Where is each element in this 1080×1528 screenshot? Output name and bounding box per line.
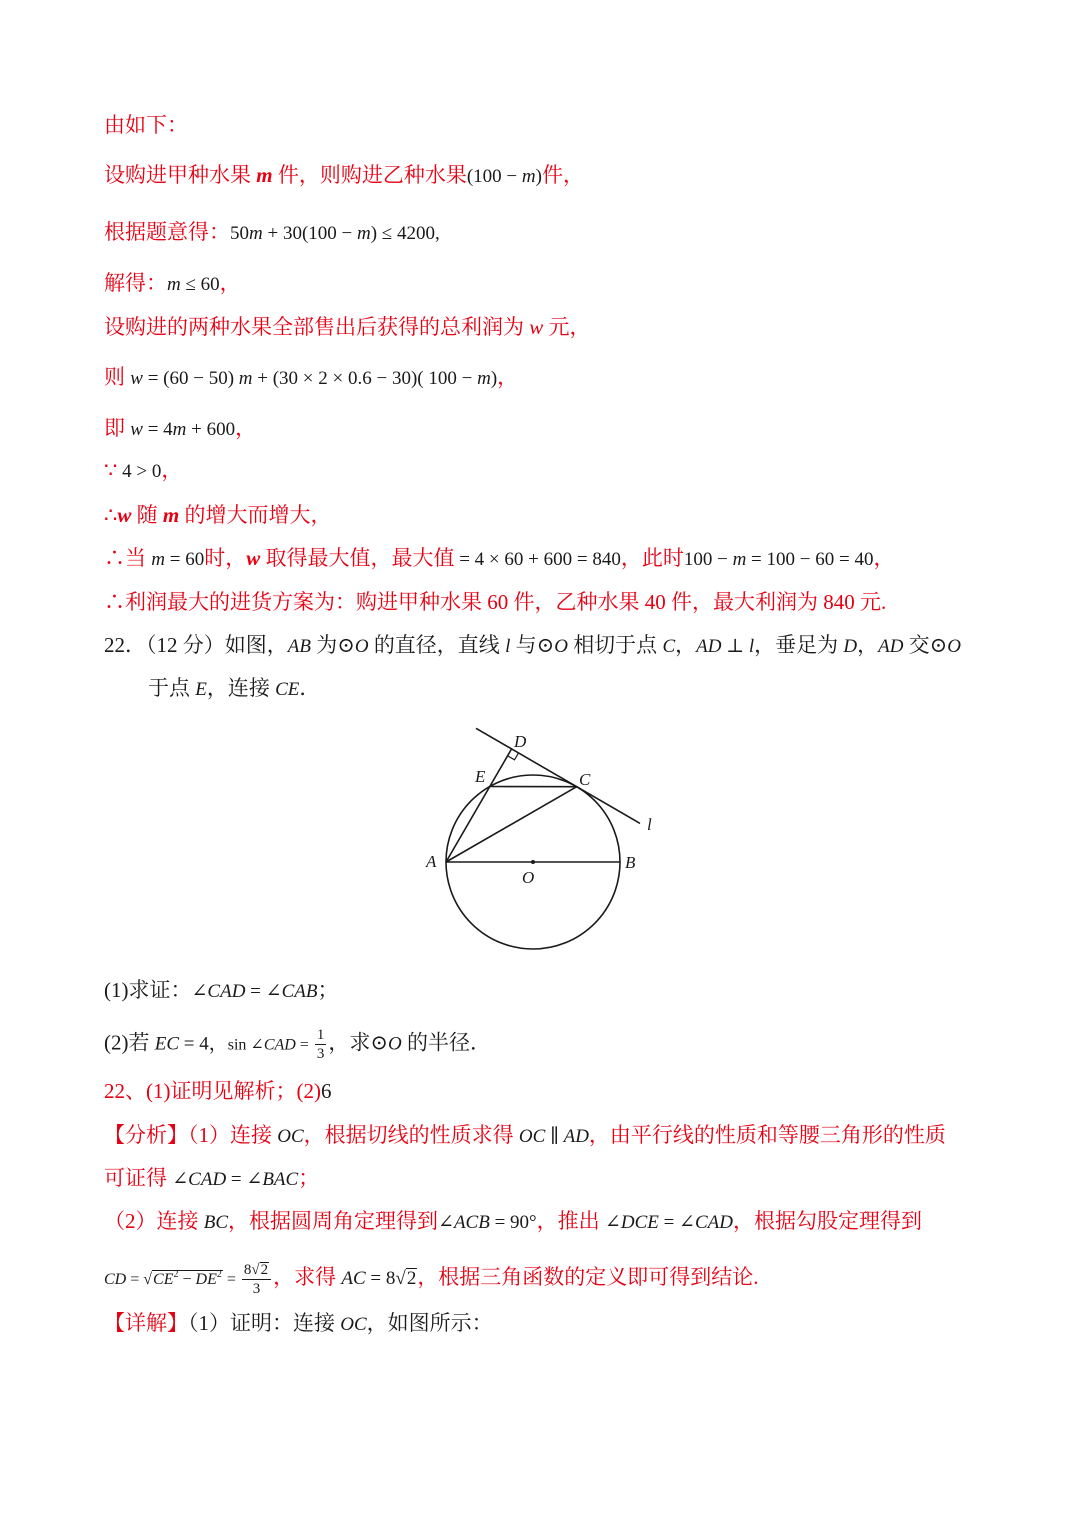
analysis-line-1 xyxy=(104,1120,946,1150)
fraction-denominator: 3 xyxy=(252,1280,261,1297)
math-expr: (100 − xyxy=(466,166,522,187)
math-expr: 8√ xyxy=(243,1261,260,1278)
angle-symbol: ∠ xyxy=(604,1212,621,1233)
math-var: CAB xyxy=(281,981,318,1002)
math-expr: = xyxy=(126,1271,144,1288)
solution-line-8 xyxy=(104,455,182,485)
geometry-figure xyxy=(410,715,670,960)
solution-text: 的增大而增大， xyxy=(179,503,332,527)
math-var: OC xyxy=(518,1126,546,1147)
math-expr: sin ∠ xyxy=(227,1036,264,1054)
math-expr: ⊥ xyxy=(721,636,749,657)
math-var: BC xyxy=(203,1212,229,1233)
math-var: CAD xyxy=(694,1212,733,1233)
angle-symbol: ∠ xyxy=(438,1212,454,1233)
solution-text: ，此时 xyxy=(620,546,684,570)
math-var: m xyxy=(151,549,165,570)
problem-text: 为⊙ xyxy=(310,633,355,657)
math-var: O xyxy=(554,636,568,657)
problem-text: ． xyxy=(299,676,321,700)
detail-text: （1）证明：连接 xyxy=(188,1311,341,1335)
solution-text: 根据题意得： xyxy=(104,220,230,244)
math-var: O xyxy=(387,1033,402,1055)
solution-text: 件，则购进乙种水果 xyxy=(272,163,467,187)
parallel-symbol: ∥ xyxy=(545,1126,564,1147)
math-var: BAC xyxy=(262,1169,299,1190)
math-expr: 50 xyxy=(230,223,249,244)
solution-text: 解得： xyxy=(104,271,167,295)
punctuation: ， xyxy=(161,458,183,482)
label-b: B xyxy=(625,853,636,872)
punctuation: , xyxy=(435,223,440,244)
fraction-one-third xyxy=(315,1027,327,1062)
math-var: l xyxy=(748,636,755,657)
math-expr: = 100 − 60 = 40 xyxy=(746,549,874,570)
label-o: O xyxy=(522,868,535,887)
solution-text: 时， xyxy=(204,546,247,570)
solution-line-4 xyxy=(104,268,241,298)
analysis-text: ，根据切线的性质求得 xyxy=(303,1123,519,1147)
solution-line-5 xyxy=(104,312,591,342)
detail-heading: 【详解】 xyxy=(104,1311,188,1335)
sqrt-radicand: 2 xyxy=(260,1261,269,1278)
answer-text: 22、(1)证明见解析；(2) xyxy=(104,1079,321,1103)
solution-conclusion: ∴利润最大的进货方案为：购进甲种水果 60 件，乙种水果 40 件，最大利润为 840 元. xyxy=(104,590,887,614)
math-expr: = 4 × 60 + 600 = 840 xyxy=(454,549,621,570)
solution-text: 取得最大值，最大值 xyxy=(260,546,455,570)
math-var: CD xyxy=(104,1271,127,1288)
math-expr: = 60 xyxy=(164,549,205,570)
sqrt-sign: √ xyxy=(143,1271,153,1288)
math-expr: = 8√ xyxy=(365,1268,406,1289)
solution-line-3 xyxy=(104,217,440,247)
analysis-text: ，由平行线的性质和等腰三角形的性质 xyxy=(588,1123,946,1147)
fraction-numerator: 1 xyxy=(316,1027,325,1043)
solution-text: 随 xyxy=(131,503,163,527)
answer-line xyxy=(104,1076,331,1106)
analysis-line-2 xyxy=(104,1163,319,1193)
analysis-line-3 xyxy=(104,1206,922,1236)
math-var: OC xyxy=(277,1126,304,1147)
math-var: E xyxy=(195,679,207,700)
solution-text: 设购进甲种水果 xyxy=(104,163,257,187)
problem-text: 于点 xyxy=(148,676,196,700)
math-var: AB xyxy=(287,636,311,657)
problem-line-1 xyxy=(104,630,961,660)
angle-symbol: ∠ xyxy=(191,981,208,1002)
math-var: w xyxy=(130,368,143,389)
punctuation: ， xyxy=(873,546,895,570)
math-var: m xyxy=(172,419,187,440)
problem-text: ，垂足为 xyxy=(754,633,844,657)
punctuation: ， xyxy=(497,365,519,389)
solution-line-2 xyxy=(104,160,584,190)
math-expr: = (60 − 50) xyxy=(142,368,239,389)
problem-text: ， xyxy=(675,633,697,657)
question-text: (2)若 xyxy=(104,1030,155,1055)
solution-line-9 xyxy=(104,500,331,530)
solution-text: 件， xyxy=(541,163,584,187)
math-expr: ≤ 60 xyxy=(180,274,220,295)
math-expr: + 30(100 − xyxy=(262,223,357,244)
math-var: O xyxy=(354,636,369,657)
detail-text: ，如图所示： xyxy=(366,1311,493,1335)
label-c: C xyxy=(579,770,591,789)
solution-line-10 xyxy=(104,543,894,573)
analysis-text: 【分析】（1）连接 xyxy=(104,1123,278,1147)
label-d: D xyxy=(514,732,527,751)
math-var: CE xyxy=(153,1271,174,1288)
fraction-denominator: 3 xyxy=(316,1046,325,1062)
math-var: m xyxy=(162,503,180,527)
solution-line-7 xyxy=(104,413,256,443)
center-point-o xyxy=(531,860,535,864)
math-expr: = ∠ xyxy=(226,1169,263,1190)
math-var: w xyxy=(130,419,143,440)
math-var: m xyxy=(521,166,536,187)
solution-text: 元， xyxy=(543,315,591,339)
question-text: ，求⊙ xyxy=(328,1030,388,1055)
math-expr: = ∠ xyxy=(658,1212,695,1233)
math-var: l xyxy=(505,636,511,657)
math-var: w xyxy=(529,315,544,339)
math-expr: + (30 × 2 × 0.6 − 30)( 100 − xyxy=(252,368,478,389)
math-var: O xyxy=(947,636,962,657)
math-var: m xyxy=(732,549,747,570)
question-text: 的半径． xyxy=(401,1030,491,1055)
math-var: CAD xyxy=(188,1169,227,1190)
angle-symbol: ∠ xyxy=(172,1169,189,1190)
solution-text: 即 xyxy=(104,416,131,440)
math-expr: 4 > 0 xyxy=(117,461,162,482)
punctuation: ， xyxy=(219,271,241,295)
math-expr: = xyxy=(222,1271,240,1288)
math-var: OC xyxy=(340,1314,367,1335)
math-var: m xyxy=(167,274,181,295)
fraction-cd-value xyxy=(242,1262,271,1297)
problem-text: 的直径，直线 xyxy=(368,633,506,657)
question-text: (1)求证： xyxy=(104,978,192,1002)
exponent: 2 xyxy=(216,1269,222,1280)
math-var: CE xyxy=(275,679,300,700)
math-var: CAD xyxy=(263,1036,296,1054)
math-expr: − xyxy=(178,1271,196,1288)
math-var: D xyxy=(843,636,858,657)
solution-text: 则 xyxy=(104,365,131,389)
math-var: m xyxy=(238,368,253,389)
math-var: EC xyxy=(154,1033,180,1055)
solution-line-11 xyxy=(104,587,886,617)
therefore-symbol: ∴ xyxy=(104,503,118,527)
solution-text: 由如下： xyxy=(104,113,188,137)
segment-ac xyxy=(446,787,577,862)
label-e: E xyxy=(475,767,486,786)
question-1 xyxy=(104,975,338,1005)
math-var: m xyxy=(477,368,491,389)
analysis-text: ，根据圆周角定理得到 xyxy=(228,1209,439,1233)
math-var: AD xyxy=(696,636,722,657)
sqrt-radicand: 2 xyxy=(406,1268,417,1289)
segment-ad xyxy=(446,749,512,862)
math-var: m xyxy=(249,223,263,244)
math-expr: ) ≤ 4200 xyxy=(370,223,435,244)
math-var: ACB xyxy=(453,1212,490,1233)
math-var: w xyxy=(246,546,261,570)
detail-line-1 xyxy=(104,1308,493,1338)
math-expr: = ∠ xyxy=(245,981,282,1002)
problem-text: 交⊙ xyxy=(903,633,948,657)
because-symbol: ∵ xyxy=(104,458,118,482)
math-var: C xyxy=(662,636,676,657)
math-expr: = 4 xyxy=(142,419,173,440)
solution-text: ∴当 xyxy=(104,546,152,570)
math-var: DCE xyxy=(620,1212,659,1233)
analysis-text: ，根据三角函数的定义即可得到结论. xyxy=(417,1265,759,1289)
analysis-text: （2）连接 xyxy=(104,1209,204,1233)
question-2 xyxy=(104,1027,491,1062)
math-expr: ) xyxy=(535,166,542,187)
problem-text: 相切于点 xyxy=(567,633,663,657)
answer-value: 6 xyxy=(320,1079,332,1103)
problem-text: 22．（12 分）如图， xyxy=(104,633,288,657)
solution-line-6 xyxy=(104,362,518,392)
tangent-line-l xyxy=(476,728,640,823)
punctuation: ； xyxy=(298,1166,320,1190)
fraction-numerator xyxy=(242,1262,271,1280)
exponent: 2 xyxy=(173,1269,179,1280)
math-expr: = xyxy=(295,1036,313,1054)
math-var: DE xyxy=(195,1271,217,1288)
problem-text: ，连接 xyxy=(206,676,276,700)
math-expr: ) xyxy=(490,368,498,389)
math-var: w xyxy=(117,503,132,527)
problem-text: 与⊙ xyxy=(510,633,555,657)
math-expr: = 4， xyxy=(179,1033,228,1055)
label-l: l xyxy=(647,815,652,834)
sqrt-radicand xyxy=(152,1270,223,1289)
math-expr: 100 − xyxy=(683,549,733,570)
analysis-text: 可证得 xyxy=(104,1166,173,1190)
label-a: A xyxy=(426,852,437,871)
math-expr: + 600 xyxy=(186,419,236,440)
punctuation: ， xyxy=(235,416,257,440)
math-var: m xyxy=(256,163,273,187)
problem-text: ， xyxy=(857,633,879,657)
analysis-text: ，求得 xyxy=(273,1265,342,1289)
math-expr: = 90° xyxy=(489,1212,537,1233)
solution-text: 设购进的两种水果全部售出后获得的总利润为 xyxy=(104,315,530,339)
analysis-text: ，推出 xyxy=(536,1209,605,1233)
math-var: CAD xyxy=(207,981,246,1002)
math-var: m xyxy=(357,223,371,244)
punctuation: ； xyxy=(317,978,339,1002)
math-var: AC xyxy=(341,1268,366,1289)
solution-line-1 xyxy=(104,110,188,140)
problem-line-2 xyxy=(148,673,320,703)
analysis-text: ，根据勾股定理得到 xyxy=(732,1209,922,1233)
math-var: AD xyxy=(878,636,904,657)
analysis-line-4 xyxy=(104,1257,759,1297)
math-var: AD xyxy=(563,1126,589,1147)
